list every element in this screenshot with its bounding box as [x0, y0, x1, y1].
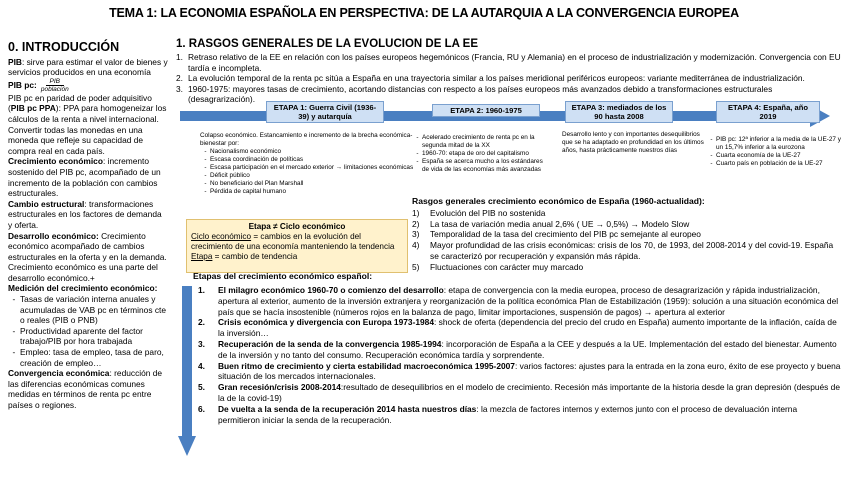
list-item — [412, 240, 842, 262]
section1-heading: 1. RASGOS GENERALES DE LA EVOLUCION DE LA EE — [176, 38, 479, 50]
stage-3-label: ETAPA 3: mediados de los 90 hasta 2008 — [565, 101, 673, 123]
item-text — [218, 317, 841, 339]
cambio-definition — [8, 199, 168, 231]
list-item — [198, 285, 841, 317]
etapa-term: Etapa — [191, 252, 213, 261]
item-body: : la mezcla de factores internos y externos junto con el proceso de devaluación interna permitieron iniciar la senda de la recuperación. — [218, 403, 798, 425]
item-text: 1960-1975: mayores tasas de crecimiento, acortando distancias con respecto a los países europeos más avanzados debido a transformaciones estructurales (desagrarización). — [188, 83, 773, 105]
ppa-def: ): PPA para homogeneizar los cálculos de la renta a nivel internacional. Convertir todas las monedas en una moneda que refleje su capacidad de compra real en cada país. — [8, 103, 167, 156]
medicion-heading — [8, 283, 168, 294]
arrow-head — [178, 436, 196, 456]
item-number: 6. — [198, 403, 205, 414]
stage-2-detail — [412, 134, 550, 174]
item-number: 4. — [198, 360, 205, 371]
fraction-denominator: población — [40, 85, 69, 93]
list-item: - No beneficiario del Plan Marshall — [210, 180, 414, 188]
list-item — [198, 317, 841, 339]
page-title: TEMA 1: LA ECONOMIA ESPAÑOLA EN PERSPECTIVA: DE LA AUTARQUIA A LA CONVERGENCIA EUROPEA — [109, 6, 739, 20]
list-item: - Cuarto país en población de la UE-27 — [716, 160, 844, 168]
item-bold: Recuperación de la senda de la convergencia 1985-1994 — [218, 338, 442, 349]
list-item — [198, 404, 841, 426]
list-item: - Cuarta economía de la UE-27 — [716, 152, 844, 160]
crecimiento-definition — [8, 156, 168, 198]
item-body: : etapa de convergencia con la media europea, proceso de desagrarización y rápida industrialización, apertura al exterior, aumento de la inversión extranjera y reorganización de la política económica Plan de Estabilización (1959): solución a una situación económica del país que se hacía insostenible (números rojos en la balanza de pago, limitar importaciones, suspensión de pagos) → apertura al exterior — [218, 285, 839, 317]
desarrollo-definition — [8, 231, 168, 284]
medicion-list — [8, 294, 168, 368]
des-def: Crecimiento económico acompañado de cambios estructurales en la oferta y en la demanda. Crecimiento económico es una parte del desarrollo económico.+ — [8, 230, 167, 283]
item-body: : shock de oferta (dependencia del precio del crudo en España) aumento importante de la inflación, caída de la inversión… — [218, 317, 837, 339]
list-item — [412, 262, 842, 273]
list-item: - Empleo: tasa de empleo, tasa de paro, creación de empleo… — [20, 347, 168, 368]
rasgos-generales — [412, 196, 842, 273]
rasgos-heading: Rasgos generales crecimiento económico de España (1960-actualidad): — [412, 196, 705, 206]
ppa-text: PIB pc en paridad de poder adquisitivo ( — [8, 92, 152, 114]
list-item: - Pérdida de capital humano — [210, 188, 414, 196]
conv-def: : reducción de las diferencias económicas comunes medidas en términos de renta pc entre países o regiones. — [8, 368, 163, 410]
item-text — [218, 361, 841, 383]
etapas-heading: Etapas del crecimiento económico español: — [193, 271, 373, 281]
ciclo-def: = cambios en la evolución del crecimiento de una economía manteniendo la tendencia — [191, 232, 395, 251]
ciclo-note-header: Etapa ≠ Ciclo económico — [248, 222, 346, 231]
list-item — [176, 73, 841, 84]
stage-4-list — [706, 136, 844, 168]
stage-1-list — [200, 148, 414, 196]
item-body: :resultado de desequilibrios en el modelo de crecimiento. Recesión más importante de la historia desde la gran depresión (después de la de la covid-19) — [218, 382, 840, 403]
camb-term: Cambio estructural — [8, 198, 85, 209]
pibpc-term: PIB pc: — [8, 79, 37, 90]
pib-def: : sirve para estimar el valor de bienes y servicios producidos en una economía — [8, 56, 168, 78]
ppa-term: PIB pc PPA — [10, 103, 56, 114]
stage-1-detail — [200, 132, 414, 196]
list-item: - PIB pc: 12ª inferior a la media de la UE-27 y un 15,7% inferior a la eurozona — [716, 136, 844, 152]
item-body: : incorporación de España a la CEE y después a la UE. Implementación del estado del bienestar. Aumento de la inversión y no tanto del consumo. Recuperación económica tardía y sorprendente. — [218, 338, 837, 360]
item-number: 1. — [198, 285, 205, 295]
ciclo-definition — [191, 232, 403, 252]
item-number: 1. — [176, 52, 183, 62]
arrow-shaft — [182, 286, 192, 438]
pib-term: PIB — [8, 56, 22, 67]
item-text: La evolución temporal de la renta pc sitúa a España en una trayectoria similar a los países meridional periféricos europeos: variante mediterránea de industrialización. — [188, 73, 805, 84]
item-text — [218, 285, 841, 317]
list-item: - Tasas de variación interna anuales y acumuladas de VAB pc en términos cte o reales (PIB o PNB) — [20, 294, 168, 326]
stage-1-label: ETAPA 1: Guerra Civil (1936-39) y autarquía — [266, 101, 384, 123]
list-item: - Acelerado crecimiento de renta pc en la segunda mitad de la XX — [422, 134, 550, 150]
introduction-column — [8, 42, 168, 411]
item-number: 2. — [198, 317, 205, 328]
item-text — [218, 339, 841, 361]
pib-definition — [8, 57, 168, 78]
list-item: - Escasa participación en el mercado exterior → limitaciones económicas — [210, 164, 414, 172]
item-number: 3) — [412, 229, 420, 240]
item-text: Evolución del PIB no sostenida — [430, 207, 546, 218]
stage-2-label: ETAPA 2: 1960-1975 — [432, 104, 540, 117]
item-number: 5) — [412, 261, 420, 272]
list-item: - Productividad aparente del factor trabajo/PIB por hora trabajada — [20, 326, 168, 347]
list-item: - España se acerca mucho a los estándares de vida de las economías más avanzadas — [422, 158, 550, 174]
item-number: 2. — [176, 73, 183, 84]
etapa-definition — [191, 252, 403, 262]
item-text: Retraso relativo de la EE en relación con los países europeos hegemónicos (Francia, RU y Alemania) en el proceso de industrialización y modernización. Convergencia con EU tardía e incompleta. — [188, 52, 841, 73]
crec-term: Crecimiento económico — [8, 156, 103, 167]
fraction-numerator: PIB — [46, 78, 64, 86]
stage-4-detail — [706, 136, 844, 168]
item-number: 5. — [198, 382, 205, 393]
ciclo-term: Ciclo económico — [191, 232, 252, 241]
item-number: 4) — [412, 240, 420, 251]
crec-def: : incremento sostenido del PIB pc, acompañado de un incremento de la población con cambios estructurales. — [8, 156, 161, 199]
ppa-definition — [8, 93, 168, 157]
stage-3-detail: Desarrollo lento y con importantes desequilibrios que se ha adaptado en profundidad en los últimos años, hasta prácticamente nuestros días — [562, 131, 704, 154]
list-item: - 1960-70: etapa de oro del capitalismo — [422, 150, 550, 158]
item-text — [218, 382, 841, 404]
list-item — [198, 361, 841, 383]
list-item — [198, 339, 841, 361]
item-body: : varios factores: ajustes para la entrada en la zona euro, éxito de ese proyecto y buena situación de los mercados internacionales. — [218, 360, 841, 382]
list-item — [412, 229, 842, 240]
list-item — [412, 208, 842, 219]
etapa-def: = cambio de tendencia — [212, 252, 298, 261]
camb-def: : transformaciones estructurales en los factores de demanda y oferta. — [8, 198, 162, 230]
item-bold: Crisis económica y divergencia con Europa 1973-1984 — [218, 317, 434, 328]
list-item: - Déficit público — [210, 172, 414, 180]
stage-1-intro: Colapso económico. Estancamiento e incremento de la brecha económica-bienestar por: — [200, 132, 413, 147]
convergencia-definition — [8, 368, 168, 410]
list-item — [198, 382, 841, 404]
item-number: 2) — [412, 218, 420, 229]
des-term: Desarrollo económico: — [8, 230, 99, 241]
conv-term: Convergencia económica — [8, 368, 110, 379]
list-item — [176, 52, 841, 73]
item-number: 1) — [412, 207, 420, 218]
stage-4-label: ETAPA 4: España, año 2019 — [716, 101, 820, 123]
list-item: - Escasa coordinación de políticas — [210, 156, 414, 164]
etapas-list — [198, 285, 841, 425]
section1-points — [176, 52, 841, 105]
med-term: Medición del crecimiento económico: — [8, 283, 158, 294]
list-item — [412, 219, 842, 230]
stage-2-list — [412, 134, 550, 174]
item-bold: Buen ritmo de crecimiento y cierta estabilidad macroeconómica 1995-2007 — [218, 360, 515, 371]
item-number: 3. — [176, 83, 183, 94]
item-text: Mayor profundidad de las crisis económicas: crisis de los 70, de 1993, del 2008-2014 y del covid-19. España se caracterizó por recuperación y expansión más rápida. — [430, 240, 834, 261]
item-text: Fluctuaciones con carácter muy marcado — [430, 261, 584, 272]
ciclo-note — [186, 219, 408, 273]
pibpc-definition — [8, 78, 168, 93]
pibpc-fraction — [41, 78, 69, 93]
item-bold: De vuelta a la senda de la recuperación 2014 hasta nuestros días — [218, 403, 477, 414]
list-item: - Nacionalismo económico — [210, 148, 414, 156]
item-bold: El milagro económico 1960-70 o comienzo del desarrollo — [218, 285, 444, 295]
item-text: Temporalidad de la tasa del crecimiento del PIB pc semejante al europeo — [430, 229, 701, 240]
intro-heading: 0. INTRODUCCIÓN — [8, 40, 120, 54]
down-arrow-icon — [178, 286, 196, 456]
item-bold: Gran recesión/crisis 2008-2014 — [218, 382, 341, 393]
item-number: 3. — [198, 338, 205, 349]
item-text — [218, 404, 841, 426]
item-text: La tasa de variación media anual 2,6% ( UE → 0,5%) → Modelo Slow — [430, 218, 690, 229]
